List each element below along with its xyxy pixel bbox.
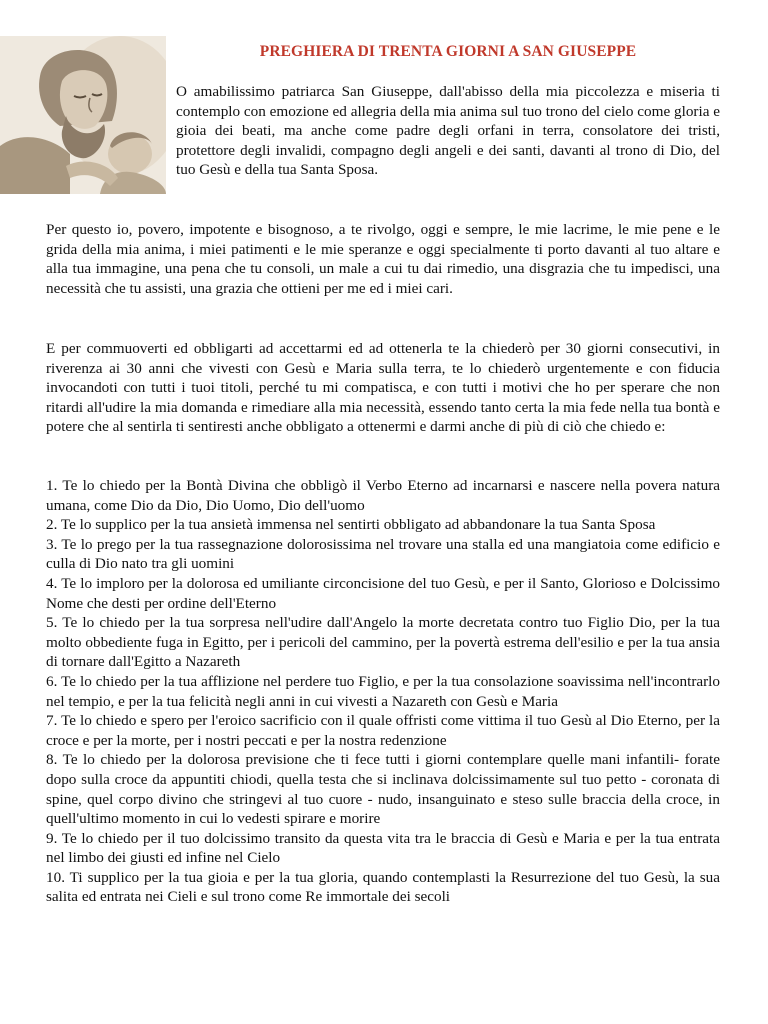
list-item: 8. Te lo chiedo per la dolorosa previsione che ti fece tutti i giorni contemplare quelle mani infantili- forate dopo sulla croce da appuntiti chiodi, quella testa che si inclinava dolcissimamente sul tuo petto - coronata di spine, quel corpo divino che stringevi al tuo cuore - nudo, insanguinato e steso sulle braccia della croce, in quell'ultimo momento in cui lo vedesti spirare e morire [46, 751, 720, 828]
list-item: 5. Te lo chiedo per la tua sorpresa nell'udire dall'Angelo la morte decretata contro tuo Figlio Dio, per la tua molto obbediente fuga in Egitto, per i pericoli del cammino, per la povertà estrema dell'esilio e per la tua ansia di tornare dall'Egitto a Nazareth [46, 614, 720, 671]
body-paragraph-1: Per questo io, povero, impotente e bisognoso, a te rivolgo, oggi e sempre, le mie lacrime, le mie pene e le grida della mia anima, i miei patimenti e le mie speranze e oggi specialmente ti porto davanti al tuo altare e alla tua immagine, una pena che tu consoli, un male a cui tu dai rimedio, una disgrazia che tu impedisci, una necessità che tu assisti, una grazia che ottieni per me ed i miei cari. [46, 221, 720, 297]
list-item: 1. Te lo chiedo per la Bontà Divina che obbligò il Verbo Eterno ad incarnarsi e nascere nella povera natura umana, come Dio da Dio, Dio Uomo, Dio dell'uomo [46, 477, 720, 514]
saint-joseph-image [0, 36, 166, 194]
intro-paragraph: O amabilissimo patriarca San Giuseppe, dall'abisso della mia piccolezza e miseria ti contemplo con emozione ed allegria della mia anima sul tuo trono del cielo come gloria e gioia dei beati, ma anche come padre degli orfani in terra, consolatore dei tristi, protettore degli invalidi, compagno degli angeli e dei santi, davanti al trono di Dio, del tuo Gesù e della tua Santa Sposa. [176, 83, 720, 179]
body-paragraph-2: E per commuoverti ed obbligarti ad accettarmi ed ad ottenerla te la chiederò per 30 giorni consecutivi, in riverenza ai 30 anni che vivesti con Gesù e Maria sulla terra, te lo chiederò urgentemente e con fiducia invocandoti con tutti i tuoi titoli, perché tu mi compatisca, e con tutti i motivi che ho per sperare che non ritardi all'udire la mia domanda e rimediare alla mia necessità, essendo tanto certa la mia fede nella tua bontà e potere che al sentirla ti sentiresti anche obbligato a ottenermi e darmi anche di più di ciò che chiedo e: [46, 340, 720, 436]
list-item: 6. Te lo chiedo per la tua afflizione nel perdere tuo Figlio, e per la tua consolazione soavissima nell'incontrarlo nel tempio, e per la tua felicità negli anni in cui vivesti a Nazareth con Gesù e Maria [46, 672, 720, 710]
list-item: 3. Te lo prego per la tua rassegnazione dolorosissima nel trovare una stalla ed una mangiatoia come edificio e culla di Dio nato tra gli uomini [46, 535, 720, 573]
list-item: 4. Te lo imploro per la dolorosa ed umiliante circoncisione del tuo Gesù, e per il Santo, Glorioso e Dolcissimo Nome che desti per ordine dell'Eterno [46, 574, 720, 612]
list-item: 10. Ti supplico per la tua gioia e per la tua gloria, quando contemplasti la Resurrezione del tuo Gesù, la sua salita ed entrata nei Cieli e sul trono come Re immortale dei secoli [46, 868, 720, 906]
list-item: 9. Te lo chiedo per il tuo dolcissimo transito da questa vita tra le braccia di Gesù e Maria e per la tua entrata nel limbo dei giusti ed infine nel Cielo [46, 829, 720, 867]
list-item: 2. Te lo supplico per la tua ansietà immensa nel sentirti obbligato ad abbandonare la tua Santa Sposa [46, 516, 656, 534]
list-item: 7. Te lo chiedo e spero per l'eroico sacrificio con il quale offristi come vittima il tuo Gesù al Dio Eterno, per la croce e per la morte, per i nostri peccati e per la nostra redenzione [46, 712, 720, 749]
prayer-title: PREGHIERA DI TRENTA GIORNI A SAN GIUSEPPE [259, 43, 637, 60]
petition-list [46, 476, 720, 907]
